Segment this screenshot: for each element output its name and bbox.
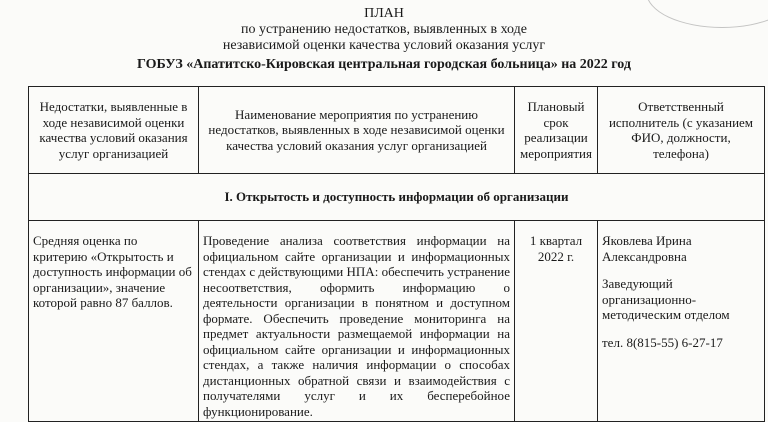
document-title: ПЛАН <box>364 6 404 21</box>
document-subtitle-line-2: независимой оценки качества условий оказания услуг <box>222 38 546 53</box>
section-row <box>29 174 765 221</box>
document-subtitle-line-3: ГОБУЗ «Апатитско-Кировская центральная городская больница» на 2022 год <box>137 57 631 72</box>
cell-responsible <box>598 221 765 422</box>
plan-table <box>28 86 765 422</box>
responsible-phone: тел. 8(815-55) 6-27-17 <box>602 334 723 350</box>
header-responsible: Ответственный исполнитель (с указанием ФИО, должности, телефона) <box>598 87 765 174</box>
header-deadline: Плановый срок реализации мероприятия <box>515 87 598 174</box>
cell-deficiency: Средняя оценка по критерию «Открытость и доступность информации об организации», значение которой равно 87 баллов. <box>29 221 199 422</box>
table-header-row <box>29 87 765 174</box>
cell-measure: Проведение анализа соответствия информации на официальном сайте организации и информационных стендах с действующими НПА: обеспечить устранение несоответствия, оформить информацию о деятельности организации в понятном и доступном формате. Обеспечить проведение мониторинга на предмет актуальности размещаемой информации на официальном сайте организации и информационных стендах, а также наличия информации о способах дистанционных обратной связи и взаимодействия с получателями услуг и их бесперебойное функционирование. <box>199 221 515 422</box>
header-measure: Наименование мероприятия по устранению недостатков, выявленных в ходе независимой оценки качества условий оказания услуг организацией <box>199 87 515 174</box>
cell-deadline: 1 квартал 2022 г. <box>515 221 598 422</box>
responsible-position: Заведующий организационно-методическим отделом <box>602 276 730 322</box>
responsible-name: Яковлева Ирина Александровна <box>602 233 692 264</box>
document-subtitle-line-1: по устранению недостатков, выявленных в ходе <box>240 22 527 37</box>
header-deficiency: Недостатки, выявленные в ходе независимой оценки качества условий оказания услуг организацией <box>29 87 199 174</box>
section-title: I. Открытость и доступность информации об организации <box>29 174 765 221</box>
table-row <box>29 221 765 422</box>
